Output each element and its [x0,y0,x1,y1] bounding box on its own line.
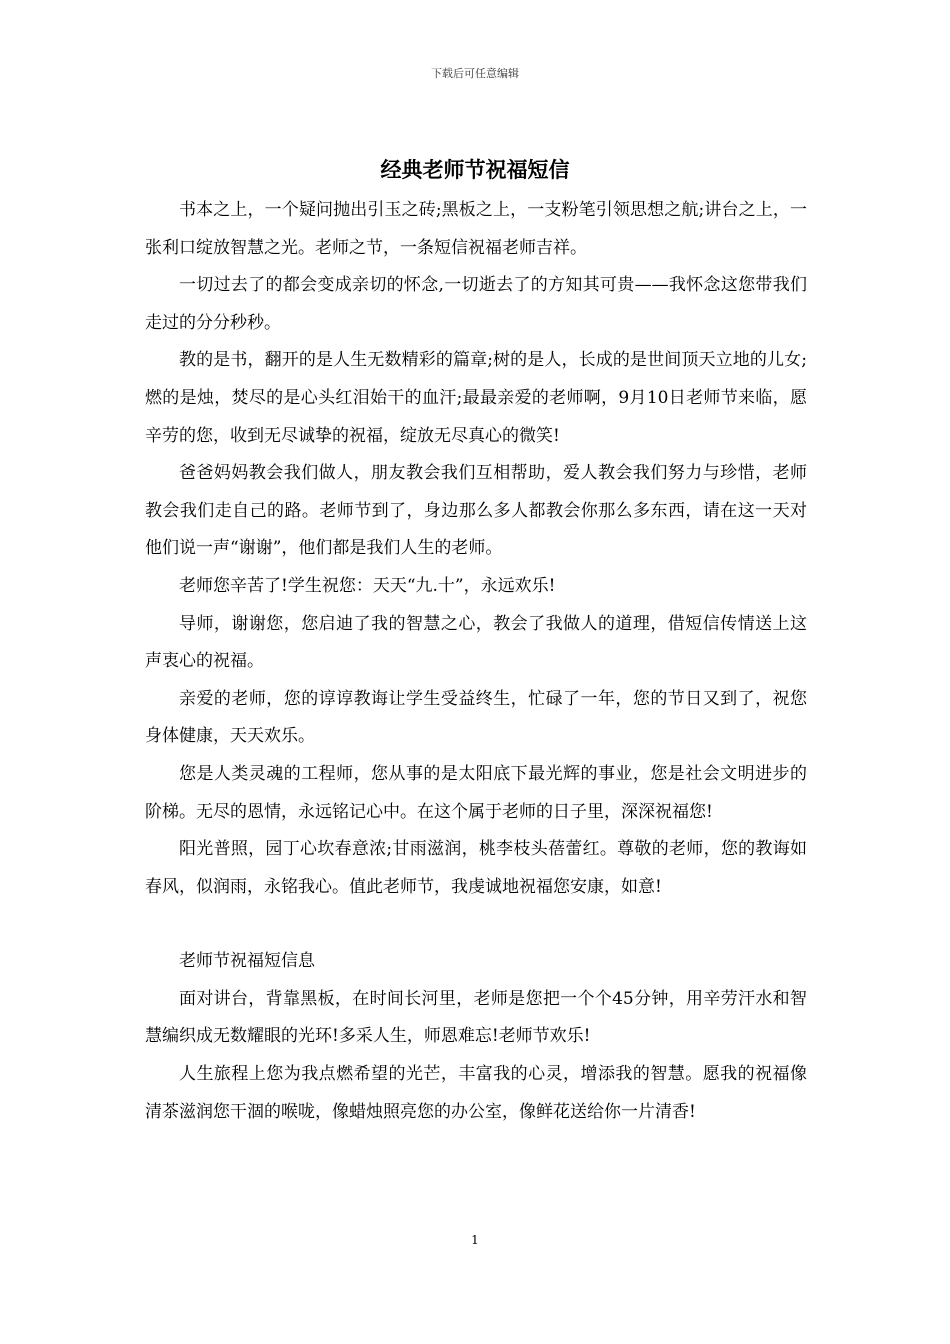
page-number: 1 [471,1233,479,1247]
paragraph: 爸爸妈妈教会我们做人，朋友教会我们互相帮助，爱人教会我们努力与珍惜，老师教会我们走自己的路。老师节到了，身边那么多人都教会你那么多东西，请在这一天对他们说一声“谢谢”，他们都是我们人生的老师。 [145,463,807,559]
document-body [145,192,807,1131]
paragraph: 阳光普照，园丁心坎春意浓;甘雨滋润，桃李枝头蓓蕾红。尊敬的老师，您的教诲如春风，似润雨，永铭我心。值此老师节，我虔诚地祝福您安康，如意! [145,839,807,897]
paragraph: 教的是书，翻开的是人生无数精彩的篇章;树的是人，长成的是世间顶天立地的儿女;燃的是烛，焚尽的是心头红泪始干的血汗;最最亲爱的老师啊，9月10日老师节来临，愿辛劳的您，收到无尽诚挚的祝福，绽放无尽真心的微笑! [145,350,807,446]
paragraph: 老师您辛苦了!学生祝您：天天“九.十”，永远欢乐! [179,575,556,596]
paragraph: 面对讲台，背靠黑板，在时间长河里，老师是您把一个个45分钟，用辛劳汗水和智慧编织成无数耀眼的光环!多采人生，师恩难忘!老师节欢乐! [145,988,807,1047]
paragraph: 您是人类灵魂的工程师，您从事的是太阳底下最光辉的事业，您是社会文明进步的阶梯。无尽的恩情，永远铭记心中。在这个属于老师的日子里，深深祝福您! [145,763,807,822]
document-title: 经典老师节祝福短信 [380,157,570,182]
page-header: 下载后可任意编辑 [431,67,519,80]
paragraph: 导师，谢谢您，您启迪了我的智慧之心，教会了我做人的道理，借短信传情送上这声衷心的祝福。 [145,613,807,672]
paragraph: 人生旅程上您为我点燃希望的光芒，丰富我的心灵，增添我的智慧。愿我的祝福像清茶滋润您干涸的喉咙，像蜡烛照亮您的办公室，像鲜花送给你一片清香! [145,1064,807,1122]
section-heading: 老师节祝福短信息 [179,951,315,972]
paragraph: 一切过去了的都会变成亲切的怀念,一切逝去了的方知其可贵——我怀念这您带我们走过的分分秒秒。 [145,275,807,333]
paragraph: 亲爱的老师，您的谆谆教诲让学生受益终生，忙碌了一年，您的节日又到了，祝您身体健康，天天欢乐。 [145,688,807,747]
paragraph: 书本之上，一个疑问抛出引玉之砖;黑板之上，一支粉笔引领思想之航;讲台之上，一张利口绽放智慧之光。老师之节，一条短信祝福老师吉祥。 [145,200,807,258]
